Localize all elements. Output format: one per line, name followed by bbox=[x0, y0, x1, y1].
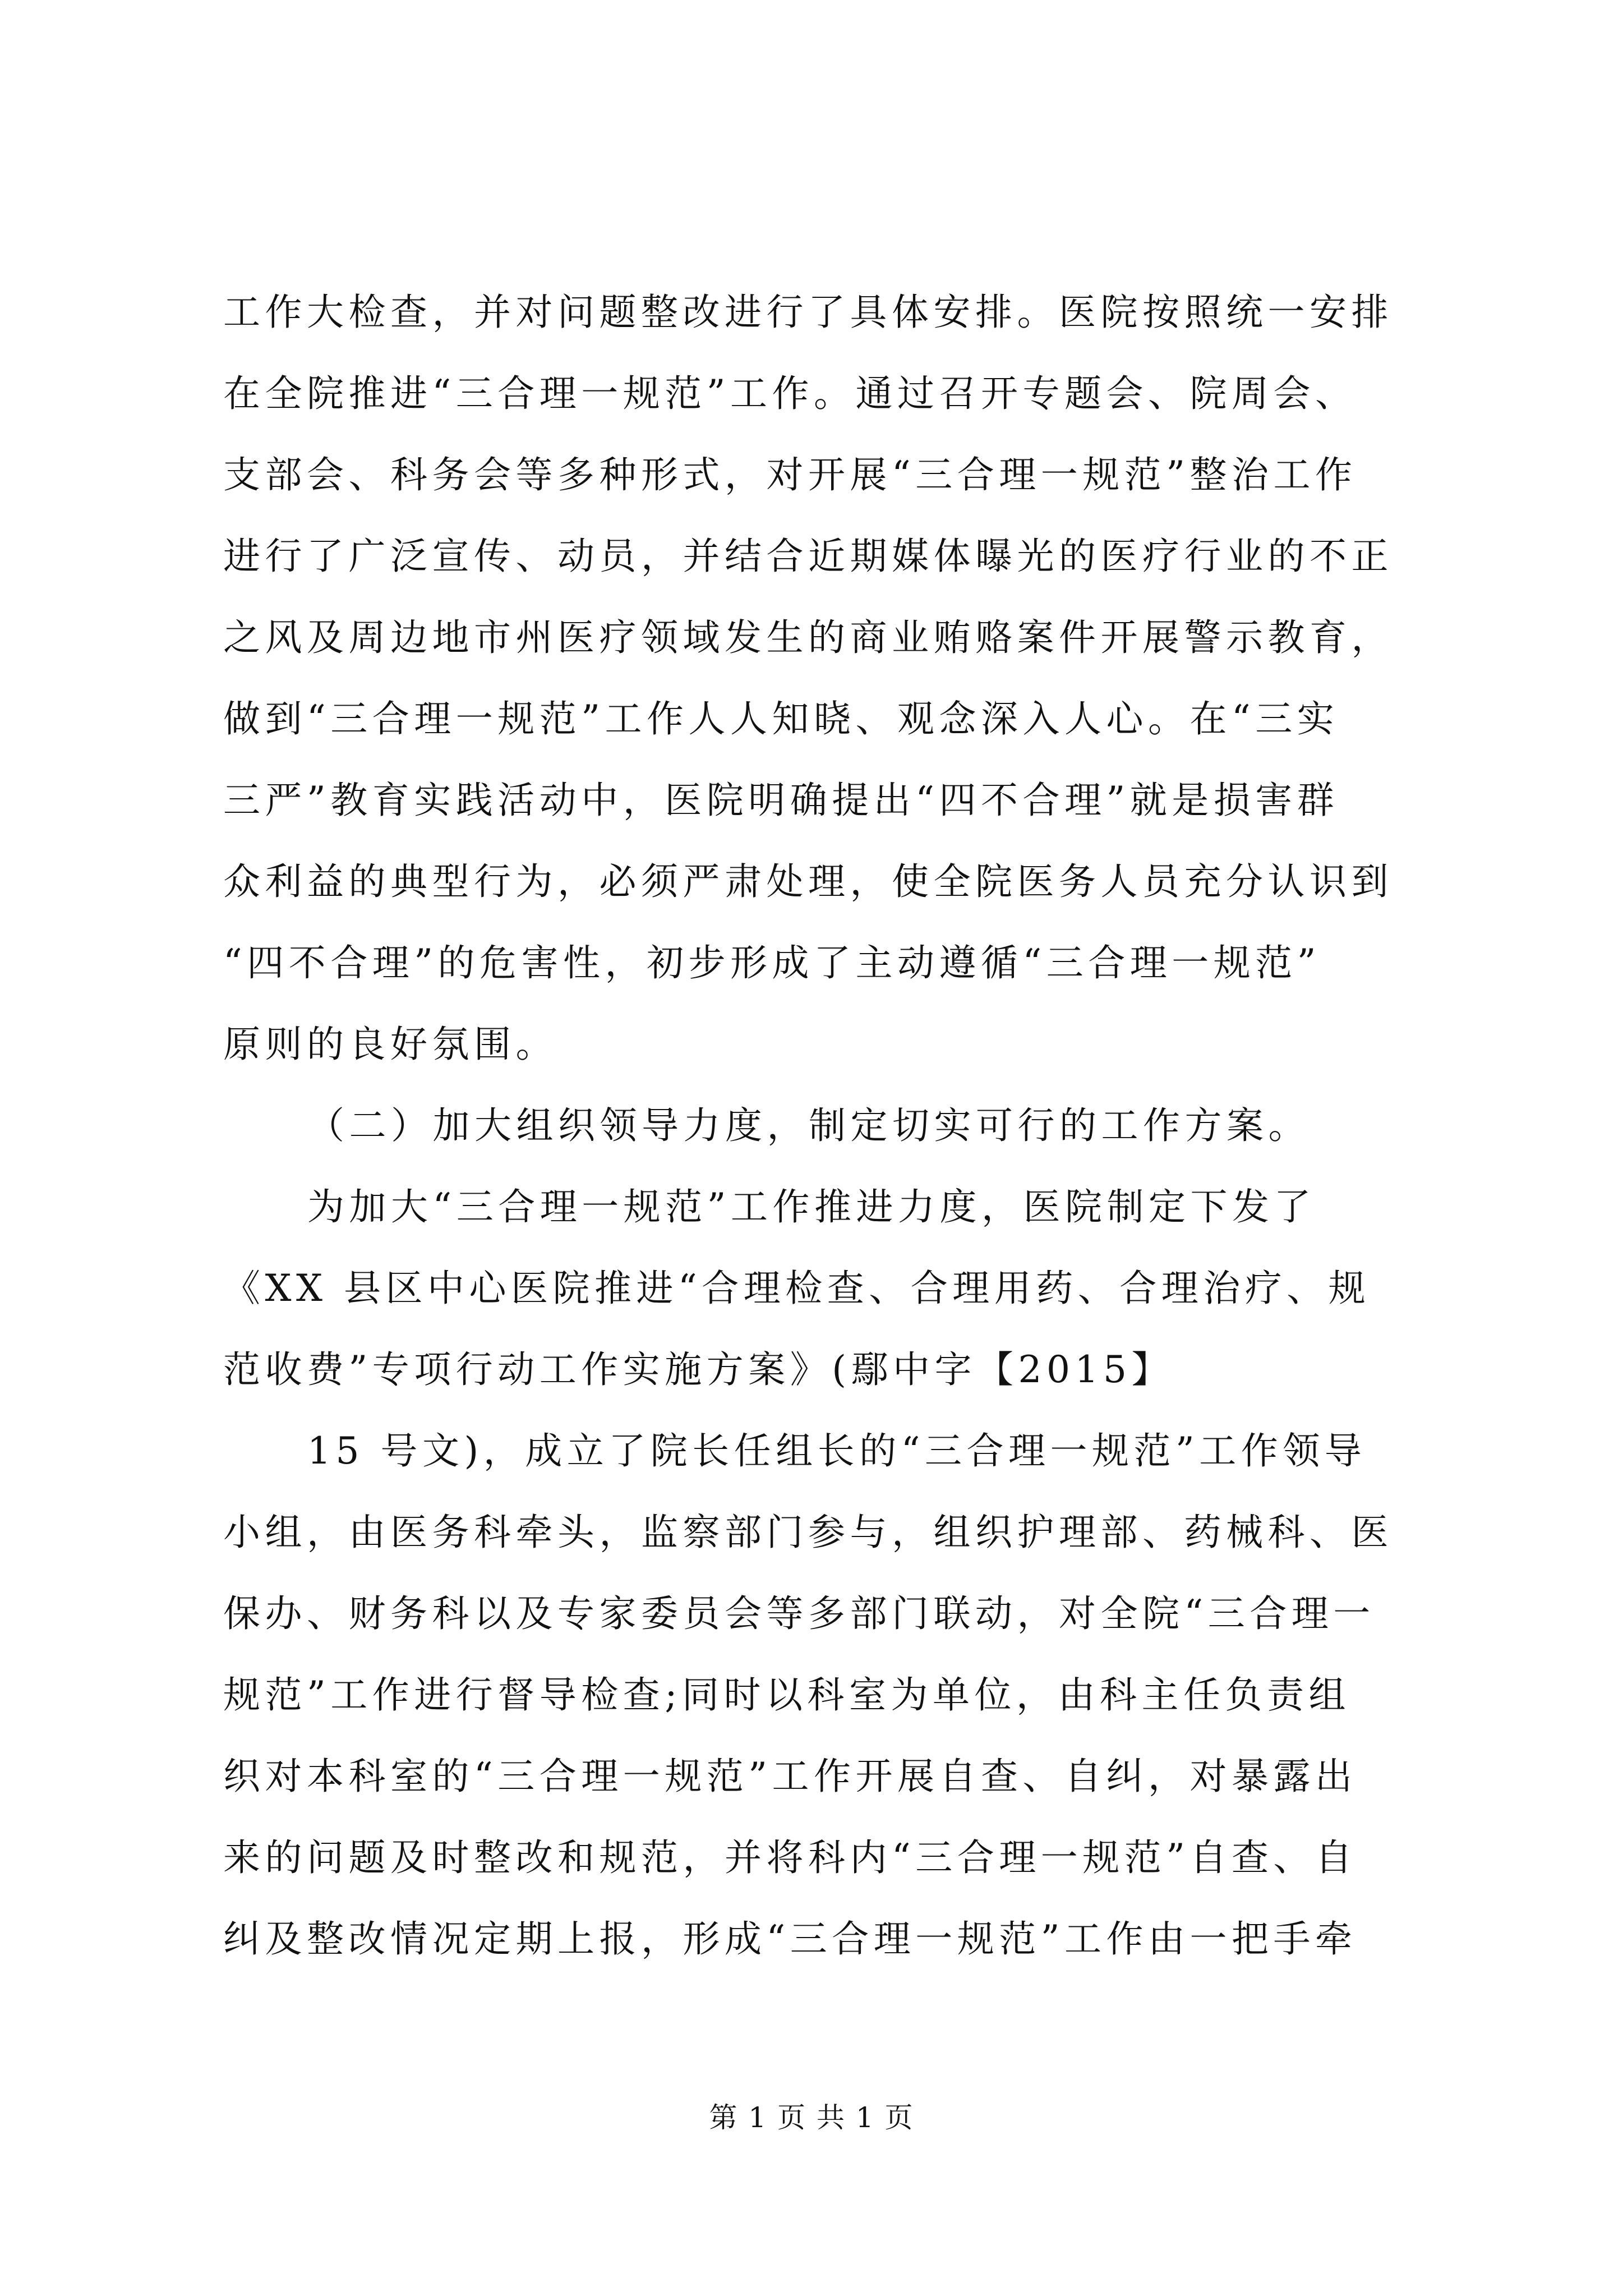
text-line: 纠及整改情况定期上报，形成“三合理一规范”工作由一把手牵 bbox=[223, 1917, 1357, 1961]
page-number-footer: 第 1 页 共 1 页 bbox=[709, 2101, 914, 2134]
section-heading: （二）加大组织领导力度，制定切实可行的工作方案。 bbox=[307, 1104, 1310, 1147]
text-line: 众利益的典型行为，必须严肃处理，使全院医务人员充分认识到 bbox=[223, 860, 1393, 903]
text-line: 在全院推进“三合理一规范”工作。通过召开专题会、院周会、 bbox=[223, 372, 1357, 415]
text-line: 之风及周边地市州医疗领域发生的商业贿赂案件开展警示教育， bbox=[223, 616, 1393, 659]
text-line: “四不合理”的危害性，初步形成了主动遵循“三合理一规范” bbox=[223, 941, 1321, 984]
text-line: 规范”工作进行督导检查;同时以科室为单位，由科主任负责组 bbox=[223, 1673, 1350, 1717]
text-line: 工作大检查，并对问题整改进行了具体安排。医院按照统一安排 bbox=[223, 291, 1393, 334]
text-line: 保办、财务科以及专家委员会等多部门联动，对全院“三合理一 bbox=[223, 1592, 1375, 1635]
text-line: 织对本科室的“三合理一规范”工作开展自查、自纠，对暴露出 bbox=[223, 1755, 1357, 1798]
text-line: 范收费”专项行动工作实施方案》(鄢中字【2015】 bbox=[223, 1348, 1173, 1391]
text-line: 原则的良好氛围。 bbox=[223, 1023, 557, 1066]
text-line: 为加大“三合理一规范”工作推进力度，医院制定下发了 bbox=[307, 1185, 1316, 1228]
text-line: 来的问题及时整改和规范，并将科内“三合理一规范”自查、自 bbox=[223, 1836, 1357, 1879]
text-line: 《XX 县区中心医院推进“合理检查、合理用药、合理治疗、规 bbox=[223, 1267, 1371, 1310]
text-line: 支部会、科务会等多种形式，对开展“三合理一规范”整治工作 bbox=[223, 453, 1357, 496]
text-line: 小组，由医务科牵头，监察部门参与，组织护理部、药械科、医 bbox=[223, 1511, 1393, 1554]
text-line: 做到“三合理一规范”工作人人知晓、观念深入人心。在“三实 bbox=[223, 697, 1339, 740]
text-line: 15 号文)，成立了院长任组长的“三合理一规范”工作领导 bbox=[307, 1429, 1367, 1473]
text-line: 进行了广泛宣传、动员，并结合近期媒体曝光的医疗行业的不正 bbox=[223, 535, 1393, 578]
text-line: 三严”教育实践活动中，医院明确提出“四不合理”就是损害群 bbox=[223, 779, 1339, 822]
